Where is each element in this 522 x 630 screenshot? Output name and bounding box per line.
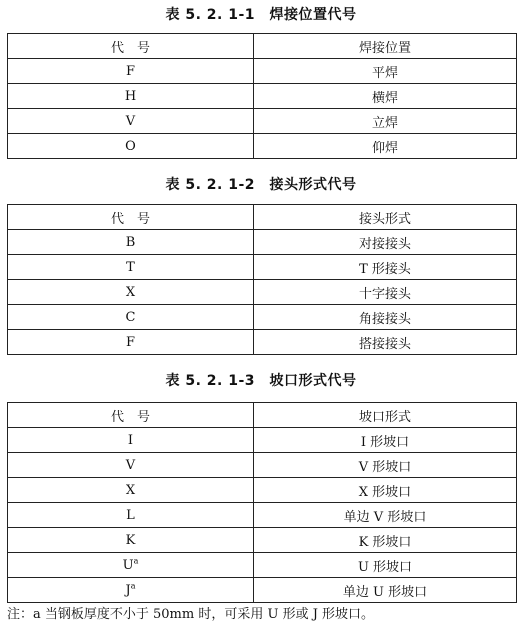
code-text: B bbox=[125, 234, 136, 250]
code-cell bbox=[8, 330, 254, 355]
code-cell bbox=[8, 553, 254, 578]
code-text: X bbox=[125, 284, 136, 300]
code-text: O bbox=[125, 138, 136, 154]
table-row bbox=[8, 109, 517, 134]
code-text: F bbox=[125, 334, 136, 350]
code-cell bbox=[8, 503, 254, 528]
footnote-marker: a bbox=[133, 556, 139, 566]
table-header-row bbox=[8, 403, 517, 428]
header-code: 代 号 bbox=[8, 34, 254, 59]
code-cell bbox=[8, 134, 254, 159]
table-groove-type-codes bbox=[7, 402, 517, 603]
table-row bbox=[8, 134, 517, 159]
code-cell bbox=[8, 453, 254, 478]
table-row bbox=[8, 453, 517, 478]
name-cell: 横焊 bbox=[254, 84, 517, 109]
code-text: V bbox=[125, 457, 136, 473]
name-cell: 单边 V 形坡口 bbox=[254, 503, 517, 528]
table-header-row bbox=[8, 34, 517, 59]
code-text: I bbox=[127, 432, 134, 448]
header-name: 焊接位置 bbox=[254, 34, 517, 59]
code-cell bbox=[8, 84, 254, 109]
code-cell bbox=[8, 305, 254, 330]
code-text: F bbox=[125, 63, 136, 79]
table-row bbox=[8, 330, 517, 355]
table-header-row bbox=[8, 205, 517, 230]
table-weld-position-codes bbox=[7, 33, 517, 159]
code-cell bbox=[8, 478, 254, 503]
code-text: T bbox=[126, 259, 135, 275]
table-row bbox=[8, 84, 517, 109]
code-text: L bbox=[126, 507, 135, 523]
code-cell bbox=[8, 255, 254, 280]
name-cell: X 形坡口 bbox=[254, 478, 517, 503]
name-cell: K 形坡口 bbox=[254, 528, 517, 553]
name-cell: U 形坡口 bbox=[254, 553, 517, 578]
code-cell bbox=[8, 578, 254, 603]
table-row bbox=[8, 528, 517, 553]
code-cell bbox=[8, 109, 254, 134]
name-cell: I 形坡口 bbox=[254, 428, 517, 453]
table-row bbox=[8, 230, 517, 255]
code-text: J bbox=[125, 582, 131, 598]
table-row bbox=[8, 553, 517, 578]
code-cell bbox=[8, 428, 254, 453]
name-cell: 单边 U 形坡口 bbox=[254, 578, 517, 603]
header-code: 代 号 bbox=[8, 403, 254, 428]
code-cell bbox=[8, 528, 254, 553]
code-text: K bbox=[125, 532, 136, 548]
table-row bbox=[8, 255, 517, 280]
table-row bbox=[8, 59, 517, 84]
code-text: U bbox=[122, 557, 134, 573]
code-text: H bbox=[124, 88, 137, 104]
name-cell: 仰焊 bbox=[254, 134, 517, 159]
name-cell: 搭接接头 bbox=[254, 330, 517, 355]
table-row bbox=[8, 280, 517, 305]
name-cell: V 形坡口 bbox=[254, 453, 517, 478]
code-text: X bbox=[125, 482, 136, 498]
table-row bbox=[8, 305, 517, 330]
table-row bbox=[8, 428, 517, 453]
header-name: 坡口形式 bbox=[254, 403, 517, 428]
table-footnote: 注：a 当钢板厚度不小于 50mm 时，可采用 U 形或 J 形坡口。 bbox=[7, 607, 375, 622]
table-1-caption: 表 5. 2. 1-1 焊接位置代号 bbox=[165, 7, 357, 23]
table-joint-type-codes bbox=[7, 204, 517, 355]
code-text: V bbox=[125, 113, 136, 129]
table-2-caption: 表 5. 2. 1-2 接头形式代号 bbox=[165, 177, 357, 193]
table-row bbox=[8, 478, 517, 503]
code-cell bbox=[8, 280, 254, 305]
footnote-marker: a bbox=[130, 581, 136, 591]
code-cell bbox=[8, 59, 254, 84]
table-3-caption: 表 5. 2. 1-3 坡口形式代号 bbox=[165, 373, 357, 389]
name-cell: 对接接头 bbox=[254, 230, 517, 255]
header-code: 代 号 bbox=[8, 205, 254, 230]
header-name: 接头形式 bbox=[254, 205, 517, 230]
name-cell: 立焊 bbox=[254, 109, 517, 134]
code-text: C bbox=[125, 309, 136, 325]
table-row bbox=[8, 578, 517, 603]
name-cell: 角接接头 bbox=[254, 305, 517, 330]
code-cell bbox=[8, 230, 254, 255]
name-cell: 平焊 bbox=[254, 59, 517, 84]
table-row bbox=[8, 503, 517, 528]
name-cell: T 形接头 bbox=[254, 255, 517, 280]
name-cell: 十字接头 bbox=[254, 280, 517, 305]
